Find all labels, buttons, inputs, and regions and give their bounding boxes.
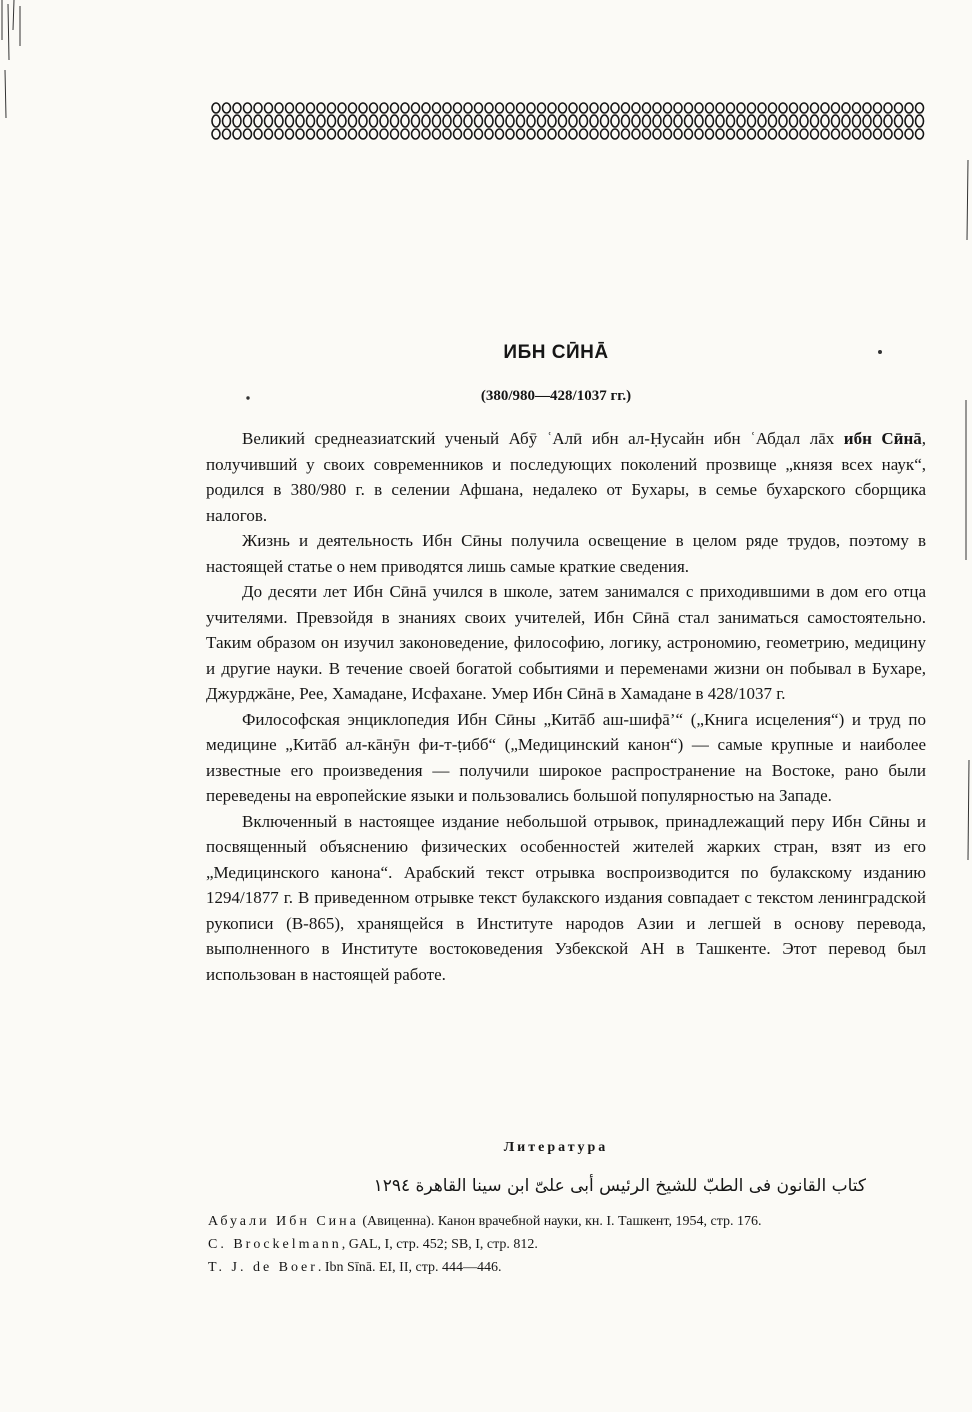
ornament-loop [422, 103, 430, 113]
ornament-loop [590, 115, 598, 127]
ornament-loop [779, 129, 787, 139]
ornament-loop [370, 115, 378, 127]
reference-author: T. J. de Boer [208, 1260, 318, 1275]
ornament-loop [307, 129, 315, 139]
ornament-loop [916, 129, 924, 139]
reference-item [208, 1233, 926, 1256]
reference-list [208, 1210, 926, 1279]
ornament-loop [212, 129, 220, 139]
ornament-loop [265, 103, 273, 113]
ornament-loop [443, 115, 451, 127]
ornament-loop [905, 129, 913, 139]
ornament-loop [737, 115, 745, 127]
ornament-loop [580, 103, 588, 113]
ornament-loop [443, 129, 451, 139]
ornament-loop [559, 115, 567, 127]
ornament-loop [349, 103, 357, 113]
ornament-loop [653, 115, 661, 127]
ornament-loop [391, 103, 399, 113]
ornament-loop [559, 129, 567, 139]
ornament-loop [254, 115, 262, 127]
ornament-loop [380, 115, 388, 127]
ornament-loop [286, 103, 294, 113]
ornament-loop [632, 129, 640, 139]
ornament-loop [580, 129, 588, 139]
ornament-loop [863, 129, 871, 139]
ornament-loop [527, 115, 535, 127]
ornament-loop [454, 103, 462, 113]
reference-details: (Авиценна). Канон врачебной науки, кн. I. Ташкент, 1954, стр. 176. [358, 1214, 762, 1229]
ornament-loop [800, 103, 808, 113]
ornament-loop [349, 129, 357, 139]
ornament-loop [496, 115, 504, 127]
ornament-loop [706, 129, 714, 139]
ornament-loop [401, 115, 409, 127]
ornament-loop [685, 129, 693, 139]
ornament-loop [811, 103, 819, 113]
ornament-loop [506, 115, 514, 127]
reference-item [208, 1256, 926, 1279]
ornament-loop [275, 115, 283, 127]
ornament-loop [338, 103, 346, 113]
paragraph-intro [206, 426, 926, 528]
ornament-loop [370, 103, 378, 113]
ornament-loop [884, 129, 892, 139]
ornament-loop [517, 129, 525, 139]
ornament-loop [548, 103, 556, 113]
ornament-loop [622, 129, 630, 139]
ornament-loop [590, 129, 598, 139]
ornament-loop [475, 103, 483, 113]
ornament-loop [632, 115, 640, 127]
ornament-loop [863, 103, 871, 113]
ornament-loop [527, 129, 535, 139]
ornament-loop [884, 115, 892, 127]
ornament-loop [538, 103, 546, 113]
reference-author: Абуали Ибн Сина [208, 1214, 359, 1229]
ornament-loop [370, 129, 378, 139]
ornament-loop [790, 129, 798, 139]
ornament-loop [674, 129, 682, 139]
ornament-loop [548, 115, 556, 127]
ornament-loop [748, 115, 756, 127]
ornament-loop [716, 129, 724, 139]
reference-item [208, 1210, 926, 1233]
ornament-loop [359, 115, 367, 127]
ornament-loop [674, 103, 682, 113]
ornament-loop [643, 129, 651, 139]
ornament-svg [210, 96, 926, 146]
ornament-loop [832, 129, 840, 139]
ornament-loop [244, 115, 252, 127]
ornament-loop [611, 103, 619, 113]
ornament-loop [391, 129, 399, 139]
ornament-loop [286, 115, 294, 127]
ornament-loop [821, 103, 829, 113]
ornament-loop [874, 129, 882, 139]
ornament-loop [590, 103, 598, 113]
ornament-loop [821, 129, 829, 139]
ornament-loop [401, 103, 409, 113]
ornament-loop [380, 103, 388, 113]
ornament-loop [916, 115, 924, 127]
article-body [206, 426, 926, 987]
ornament-loop [548, 129, 556, 139]
ornament-loop [664, 103, 672, 113]
ornament-loop [569, 103, 577, 113]
ornament-loop [454, 115, 462, 127]
ornament-loop [790, 103, 798, 113]
ornament-loop [601, 129, 609, 139]
ornament-loop [832, 115, 840, 127]
ornament-loop [485, 129, 493, 139]
ornament-loop [601, 115, 609, 127]
ornament-loop [496, 103, 504, 113]
ornament-loop [254, 103, 262, 113]
paragraph: Жизнь и деятельность Ибн Сӣны получила освещение в целом ряде трудов, поэтому в настоящей статье о нем приводятся лишь самые краткие сведения. [206, 531, 926, 576]
ornament-loop [212, 115, 220, 127]
ornament-loop [853, 103, 861, 113]
ornament-loop [695, 103, 703, 113]
ornament-loop [853, 115, 861, 127]
ornament-loop [842, 115, 850, 127]
ornament-loop [317, 115, 325, 127]
ornament-loop [685, 115, 693, 127]
ornament-loop [569, 129, 577, 139]
ornament-loop [307, 103, 315, 113]
ornament-loop [328, 103, 336, 113]
ornament-loop [758, 129, 766, 139]
ornament-loop [695, 129, 703, 139]
ornament-loop [727, 129, 735, 139]
ornament-loop [559, 103, 567, 113]
ornament-loop [422, 115, 430, 127]
ornament-loop [412, 103, 420, 113]
ornament-loop [443, 103, 451, 113]
ornament-loop [433, 115, 441, 127]
ornament-loop [254, 129, 262, 139]
ornament-loop [223, 103, 231, 113]
ornament-loop [611, 129, 619, 139]
ornament-loop [632, 103, 640, 113]
life-dates: (380/980—428/1037 гг.) [480, 388, 632, 404]
ornament-loop [359, 129, 367, 139]
ornament-loop [401, 129, 409, 139]
ornament-loop [674, 115, 682, 127]
ornament-loop [328, 129, 336, 139]
ornament-loop [433, 103, 441, 113]
name-bold: ибн Сӣнā [843, 429, 922, 448]
ornament-loop [496, 129, 504, 139]
ornament-loop [464, 129, 472, 139]
ornament-loop [664, 129, 672, 139]
ornament-loop [653, 103, 661, 113]
decorative-ornament-border [210, 96, 926, 146]
ornament-loop [653, 129, 661, 139]
ornament-loop [212, 103, 220, 113]
ornament-loop [475, 129, 483, 139]
paragraph: Включенный в настоящее издание небольшой отрывок, принадлежащий перу Ибн Сӣны и посвященный объяснению физических особенностей жителей жарких стран, взят из его „Медицинского канона“. Арабский текст отрывка воспроизводится по булакскому изданию 1294/1877 г. В приведенном отрывке текст булакского издания совпадает с текстом ленинградской рукописи (В-865), хранящейся в Институте народов Азии и легшей в основу перевода, выполненного в Институте востоковедения Узбекской АН в Ташкенте. Этот перевод был использован в настоящей работе. [206, 811, 926, 984]
ornament-loop [317, 103, 325, 113]
ornament-loop [422, 129, 430, 139]
ornament-loop [769, 103, 777, 113]
ornament-loop [223, 115, 231, 127]
ornament-loop [338, 129, 346, 139]
ornament-loop [853, 129, 861, 139]
ornament-loop [842, 129, 850, 139]
ornament-loop [790, 115, 798, 127]
ornament-loop [811, 129, 819, 139]
ornament-loop [916, 103, 924, 113]
ornament-loop [538, 129, 546, 139]
ornament-loop [611, 115, 619, 127]
page-title: ИБН СӢНА̄ [503, 342, 609, 363]
ornament-loop [727, 115, 735, 127]
ornament-loop [821, 115, 829, 127]
ornament-loop [485, 115, 493, 127]
ornament-loop [727, 103, 735, 113]
ornament-loop [506, 129, 514, 139]
ornament-loop [895, 115, 903, 127]
arabic-reference: كتاب القانون فى الطبّ للشيخ الرئيس أبى علىّ ابن سينا القاهرة ١٢٩٤ [373, 1176, 866, 1196]
paragraph-text-continued: , получивший у своих современников и последующих поколений прозвище „князя всех наук“, родился в 380/980 г. в селении Афшана, недалеко от Бухары, в семье бухарского сборщика налогов. [206, 429, 927, 525]
ornament-loop [233, 129, 241, 139]
ornament-loop [244, 129, 252, 139]
ornament-loop [338, 115, 346, 127]
ornament-loop [601, 103, 609, 113]
ornament-loop [275, 103, 283, 113]
ornament-loop [874, 115, 882, 127]
ornament-loop [737, 129, 745, 139]
ornament-loop [506, 103, 514, 113]
ornament-loop [884, 103, 892, 113]
ornament-loop [233, 103, 241, 113]
ornament-loop [643, 103, 651, 113]
ornament-loop [758, 103, 766, 113]
literature-heading: Литература [503, 1140, 609, 1155]
ornament-loop [527, 103, 535, 113]
ornament-loop [643, 115, 651, 127]
ornament-loop [748, 103, 756, 113]
ornament-loop [716, 103, 724, 113]
ornament-loop [811, 115, 819, 127]
ornament-loop [748, 129, 756, 139]
ornament-loop [517, 115, 525, 127]
ornament-loop [695, 115, 703, 127]
ornament-loop [328, 115, 336, 127]
ornament-loop [265, 115, 273, 127]
ornament-loop [349, 115, 357, 127]
ornament-loop [769, 115, 777, 127]
ornament-loop [317, 129, 325, 139]
ornament-loop [454, 129, 462, 139]
ornament-loop [538, 115, 546, 127]
reference-details: . Ibn Sīnā. EI, II, стр. 444—446. [317, 1260, 502, 1275]
ornament-loop [905, 115, 913, 127]
ornament-loop [380, 129, 388, 139]
reference-author: C. Brockelmann [208, 1237, 342, 1252]
paragraph-text: Великий среднеазиатский ученый Абӯ ʿАлӣ ибн ал-Ḥусайн ибн ʿАбдал лāх [242, 429, 844, 448]
ornament-loop [664, 115, 672, 127]
ornament-loop [223, 129, 231, 139]
ornament-loop [622, 103, 630, 113]
ornament-loop [265, 129, 273, 139]
ornament-loop [622, 115, 630, 127]
ornament-loop [412, 129, 420, 139]
ornament-loop [517, 103, 525, 113]
ornament-loop [800, 129, 808, 139]
ornament-loop [758, 115, 766, 127]
ornament-loop [485, 103, 493, 113]
ornament-loop [895, 129, 903, 139]
ornament-loop [863, 115, 871, 127]
ornament-loop [905, 103, 913, 113]
reference-details: , GAL, I, стр. 452; SB, I, стр. 812. [341, 1237, 538, 1252]
ornament-loop [716, 115, 724, 127]
ornament-loop [433, 129, 441, 139]
ornament-loop [233, 115, 241, 127]
ornament-loop [685, 103, 693, 113]
ornament-loop [286, 129, 294, 139]
ornament-loop [569, 115, 577, 127]
ornament-loop [874, 103, 882, 113]
ornament-loop [832, 103, 840, 113]
ornament-loop [475, 115, 483, 127]
ornament-loop [464, 103, 472, 113]
ornament-loop [307, 115, 315, 127]
ornament-loop [296, 103, 304, 113]
ornament-loop [779, 115, 787, 127]
ornament-loop [359, 103, 367, 113]
ornament-loop [412, 115, 420, 127]
ornament-loop [800, 115, 808, 127]
ornament-loop [706, 103, 714, 113]
ornament-loop [391, 115, 399, 127]
ornament-loop [779, 103, 787, 113]
paragraph: До десяти лет Ибн Сӣнā учился в школе, затем занимался с приходившими в дом его отца учителями. Превзойдя в знаниях своих учителей, Ибн Сӣнā стал заниматься самостоятельно. Таким образом он изучил законоведение, философию, логику, астрономию, геометрию, медицину и другие науки. В течение своей богатой событиями и переменами жизни он побывал в Бухаре, Джурджāне, Рее, Хамадане, Исфахане. Умер Ибн Сӣнā в Хамадане в 428/1037 г. [206, 582, 926, 703]
paragraph: Философская энциклопедия Ибн Сӣны „Китāб аш-шифā’“ („Книга исцеления“) и труд по медицине „Китāб ал-кāнӯн фи-т-ṭибб“ („Медицинский канон“) — самые крупные и наиболее известные его произведения — получили широкое распространение на Востоке, рано были переведены на европейские языки и пользовались большой популярностью на Западе. [206, 709, 926, 805]
ornament-loop [580, 115, 588, 127]
ornament-loop [296, 115, 304, 127]
ornament-loop [895, 103, 903, 113]
ornament-loop [842, 103, 850, 113]
ornament-loop [464, 115, 472, 127]
ornament-loop [769, 129, 777, 139]
ornament-loop [296, 129, 304, 139]
ornament-loop [244, 103, 252, 113]
ornament-loop [275, 129, 283, 139]
ornament-loop [706, 115, 714, 127]
ornament-loop [737, 103, 745, 113]
